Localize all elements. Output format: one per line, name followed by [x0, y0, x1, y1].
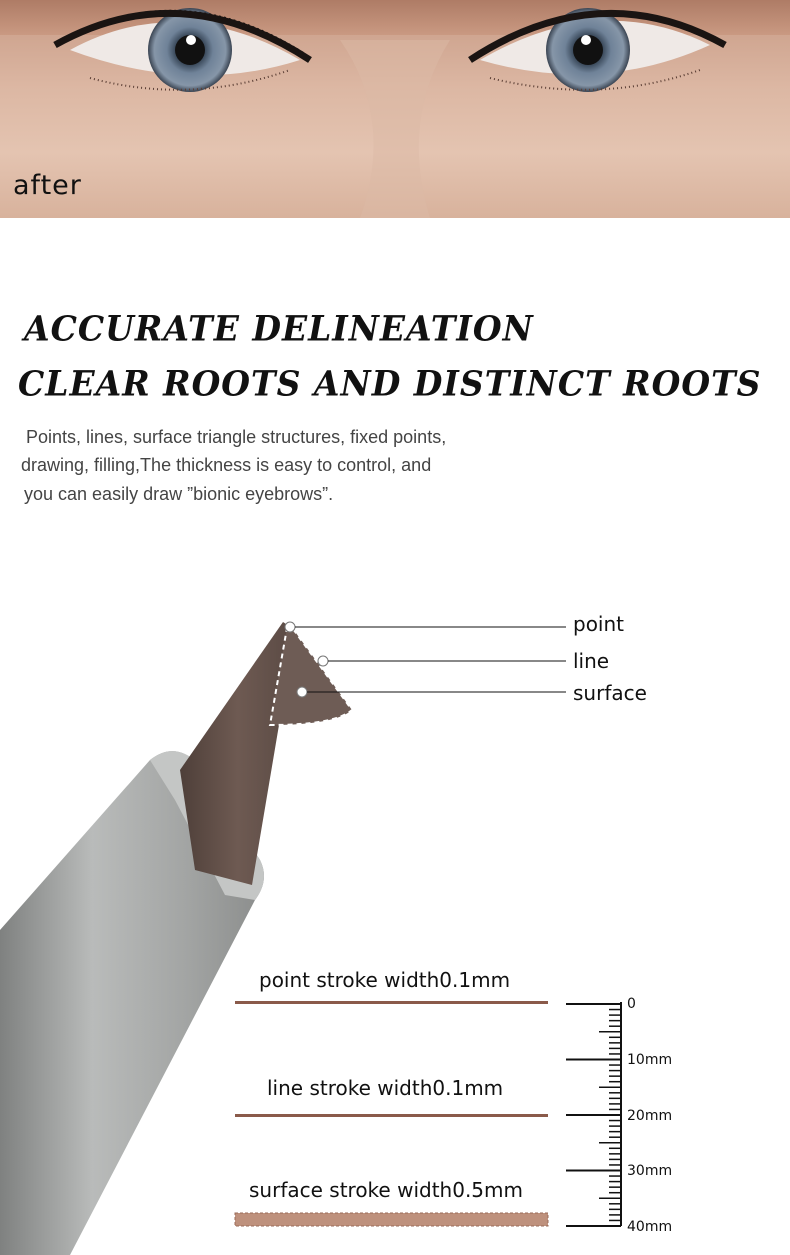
ruler-label-10mm: 10mm [627, 1052, 673, 1068]
description-line-3: you can easily draw ”bionic eyebrows”. [24, 484, 334, 504]
pencil-illustration [0, 600, 790, 1255]
callout-surface-label: surface [573, 681, 647, 705]
point-stroke-sample [235, 1001, 548, 1004]
callout-point-label: point [573, 612, 625, 636]
callout-line-label: line [573, 649, 610, 673]
description-line-1: Points, lines, surface triangle structures, fixed points, [26, 427, 447, 447]
surface-stroke-width-label: surface stroke width0.5mm [249, 1178, 523, 1202]
ruler-label-0: 0 [627, 996, 636, 1012]
ruler-label-40mm: 40mm [627, 1219, 673, 1235]
surface-stroke-sample [235, 1213, 548, 1226]
pencil-lead [180, 622, 295, 885]
eyes-closeup-illustration [0, 0, 790, 218]
eyes-photo [0, 0, 790, 218]
ruler [566, 1002, 621, 1226]
line-marker [318, 656, 328, 666]
line-stroke-width-label: line stroke width0.1mm [267, 1076, 504, 1100]
ruler-label-30mm: 30mm [627, 1163, 673, 1179]
after-label: after [13, 170, 82, 201]
ruler-label-20mm: 20mm [627, 1108, 673, 1124]
point-marker [285, 622, 295, 632]
line-stroke-sample [235, 1114, 548, 1117]
description-line-2: drawing, filling,The thickness is easy to control, and [21, 455, 432, 475]
surface-marker [297, 687, 307, 697]
point-stroke-width-label: point stroke width0.1mm [259, 968, 511, 992]
heading-clear-roots: CLEAR ROOTS AND DISTINCT ROOTS [18, 363, 762, 404]
heading-accurate-delineation: ACCURATE DELINEATION [24, 308, 534, 349]
